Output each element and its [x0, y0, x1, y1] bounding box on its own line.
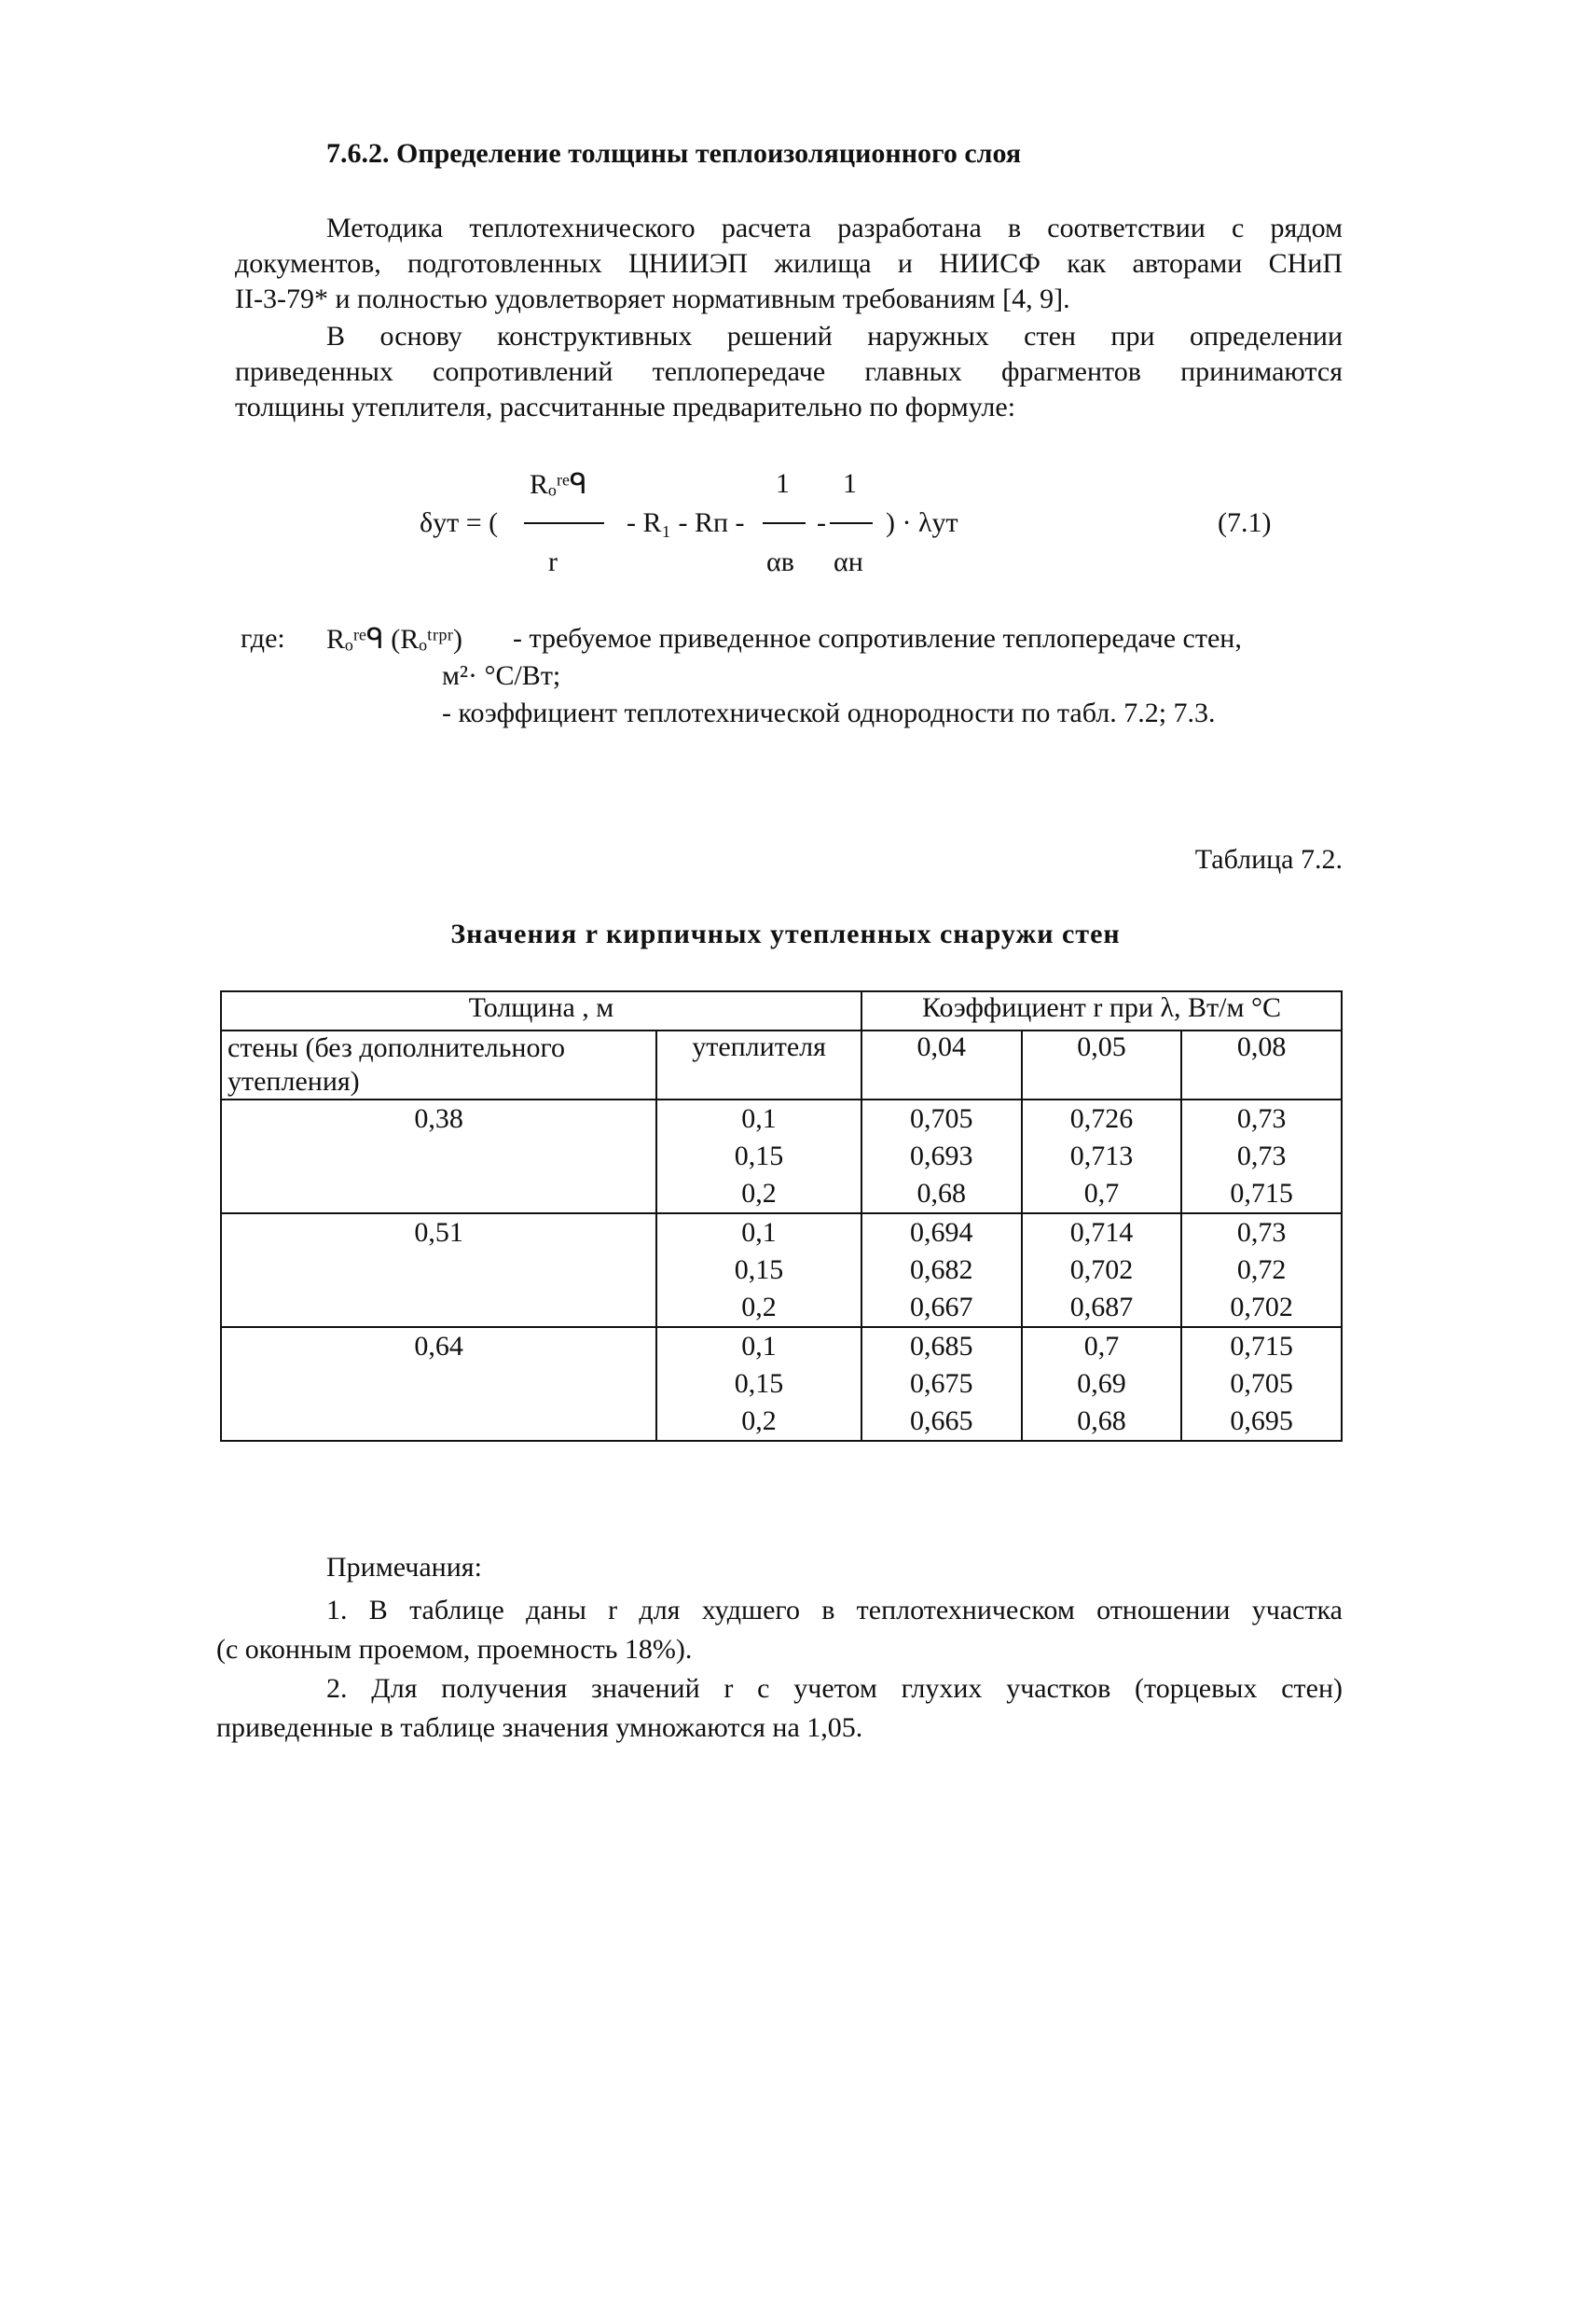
formula-rhs: ) · λут	[886, 507, 958, 538]
wall-thickness-cell: 0,64	[221, 1327, 656, 1441]
header-coefficient: Коэффициент r при λ, Вт/м °С	[861, 991, 1342, 1031]
coef-cell: 0,73 0,72 0,702	[1181, 1213, 1342, 1327]
notes-title: Примечания:	[326, 1552, 482, 1583]
table-row-group	[221, 1327, 1342, 1441]
paragraph-line: II-3-79* и полностью удовлетворяет нормативным требованиям [4, 9].	[235, 284, 1070, 314]
formula-number: (7.1)	[1218, 507, 1272, 538]
paragraph-line: В основу конструктивных решений наружных стен при определении	[326, 321, 1343, 352]
fraction-bar	[524, 522, 604, 524]
note-line: 2. Для получения значений r с учетом глухих участков (торцевых стен)	[326, 1673, 1343, 1704]
formula-frac1-denominator: r	[548, 546, 558, 577]
paragraph-basis	[235, 319, 1343, 425]
coef-cell: 0,685 0,675 0,665	[861, 1327, 1022, 1441]
header-thickness: Толщина , м	[221, 991, 861, 1031]
fraction-bar	[763, 522, 806, 524]
header-lambda-1: 0,04	[861, 1031, 1022, 1100]
formula-7-1	[0, 457, 1571, 588]
insulation-cell: 0,1 0,15 0,2	[656, 1100, 861, 1213]
formula-frac2-numerator: 1	[776, 468, 790, 499]
coef-cell: 0,73 0,73 0,715	[1181, 1100, 1342, 1213]
formula-lhs: δут = (	[420, 507, 499, 538]
coef-cell: 0,694 0,682 0,667	[861, 1213, 1022, 1327]
note-line: приведенные в таблице значения умножаются на 1,05.	[216, 1712, 863, 1743]
paragraph-line: приведенных сопротивлений теплопередаче главных фрагментов принимаются	[235, 356, 1343, 387]
note-1	[216, 1591, 1343, 1669]
insulation-cell: 0,1 0,15 0,2	[656, 1327, 861, 1441]
formula-frac3-numerator: 1	[843, 468, 857, 499]
formula-minus: -	[817, 507, 826, 538]
insulation-cell: 0,1 0,15 0,2	[656, 1213, 861, 1327]
where-definition-1: - требуемое приведенное сопротивление теплопередаче стен,	[513, 623, 1242, 654]
formula-frac1-numerator: Rₒʳᵉᑫ	[530, 469, 587, 500]
where-definition-1-unit: м²· °С/Вт;	[442, 660, 561, 691]
formula-frac2-denominator: αв	[766, 546, 794, 577]
note-line: 1. В таблице даны r для худшего в теплотехническом отношении участка	[326, 1595, 1343, 1625]
header-insulation-column: утеплителя	[656, 1031, 861, 1100]
coef-cell: 0,726 0,713 0,7	[1022, 1100, 1182, 1213]
wall-thickness-cell: 0,38	[221, 1100, 656, 1213]
fraction-bar	[830, 522, 873, 524]
paragraph-line: толщины утеплителя, рассчитанные предварительно по формуле:	[235, 392, 1016, 422]
paragraph-line: Методика теплотехнического расчета разработана в соответствии с рядом	[326, 213, 1343, 243]
coef-cell: 0,7 0,69 0,68	[1022, 1327, 1182, 1441]
coef-cell: 0,714 0,702 0,687	[1022, 1213, 1182, 1327]
note-line: (с оконным проемом, проемность 18%).	[216, 1634, 693, 1665]
header-wall-column: стены (без дополнительного утепления)	[221, 1031, 656, 1100]
header-lambda-3: 0,08	[1181, 1031, 1342, 1100]
table-row-group	[221, 1213, 1342, 1327]
paragraph-methodology	[235, 211, 1343, 317]
coef-cell: 0,705 0,693 0,68	[861, 1100, 1022, 1213]
formula-middle-terms: - R₁ - Rп -	[627, 507, 745, 538]
wall-thickness-cell: 0,51	[221, 1213, 656, 1327]
table-caption: Таблица 7.2.	[1194, 844, 1343, 875]
header-lambda-2: 0,05	[1022, 1031, 1182, 1100]
where-definition-2: - коэффициент теплотехнической однородности по табл. 7.2; 7.3.	[442, 698, 1216, 728]
paragraph-line: документов, подготовленных ЦНИИЭП жилища и НИИСФ как авторами СНиП	[235, 248, 1343, 279]
section-heading: 7.6.2. Определение толщины теплоизоляционного слоя	[326, 138, 1022, 169]
where-symbol: Rₒʳᵉᑫ (Rₒᵗʳᵖʳ)	[326, 624, 462, 655]
table-row-group	[221, 1100, 1342, 1213]
note-2	[216, 1669, 1343, 1748]
data-table	[220, 990, 1343, 1442]
coef-cell: 0,715 0,705 0,695	[1181, 1327, 1342, 1441]
where-label: где:	[241, 623, 285, 654]
formula-frac3-denominator: αн	[834, 546, 863, 577]
table-title: Значения r кирпичных утепленных снаружи стен	[450, 919, 1121, 949]
